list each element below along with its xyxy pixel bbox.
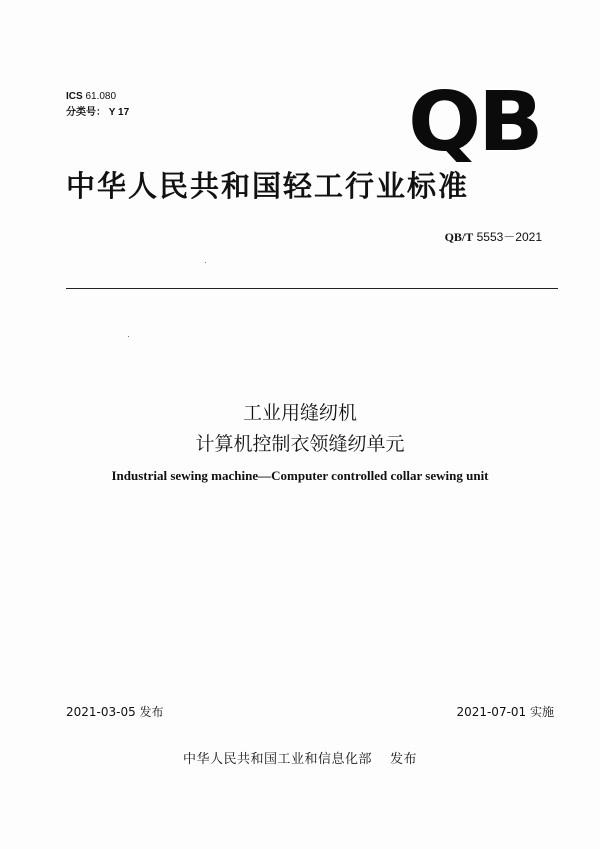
classification-value: Y 17 bbox=[108, 107, 130, 118]
title-cn-line-2: 计算机控制衣领缝纫单元 bbox=[195, 433, 405, 455]
standard-number-prefix: QB/T bbox=[444, 230, 474, 244]
title-en: Industrial sewing machine—Computer controlled collar sewing unit bbox=[111, 468, 489, 483]
ics-label: ICS bbox=[66, 91, 83, 102]
classification-line bbox=[66, 106, 129, 120]
standard-number bbox=[445, 229, 542, 245]
standard-number-value: 5553－2021 bbox=[473, 230, 542, 244]
scan-speck bbox=[128, 336, 129, 337]
publish-date: 2021-03-05 发布 bbox=[66, 705, 164, 719]
title-cn-line-1: 工业用缝纫机 bbox=[242, 402, 357, 424]
effective-date: 2021-07-01 实施 bbox=[456, 705, 554, 719]
issuer-action: 发布 bbox=[390, 752, 418, 767]
scan-speck bbox=[205, 262, 206, 263]
ics-line bbox=[66, 90, 116, 104]
header-divider bbox=[66, 288, 558, 289]
classification-label: 分类号： bbox=[66, 107, 106, 118]
ics-value: 61.080 bbox=[85, 91, 117, 102]
qb-logo: QB bbox=[408, 75, 541, 170]
standard-title: 中华人民共和国轻工行业标准 bbox=[66, 169, 470, 203]
issuer-line bbox=[0, 751, 600, 769]
issuer-name: 中华人民共和国工业和信息化部 bbox=[182, 752, 372, 767]
